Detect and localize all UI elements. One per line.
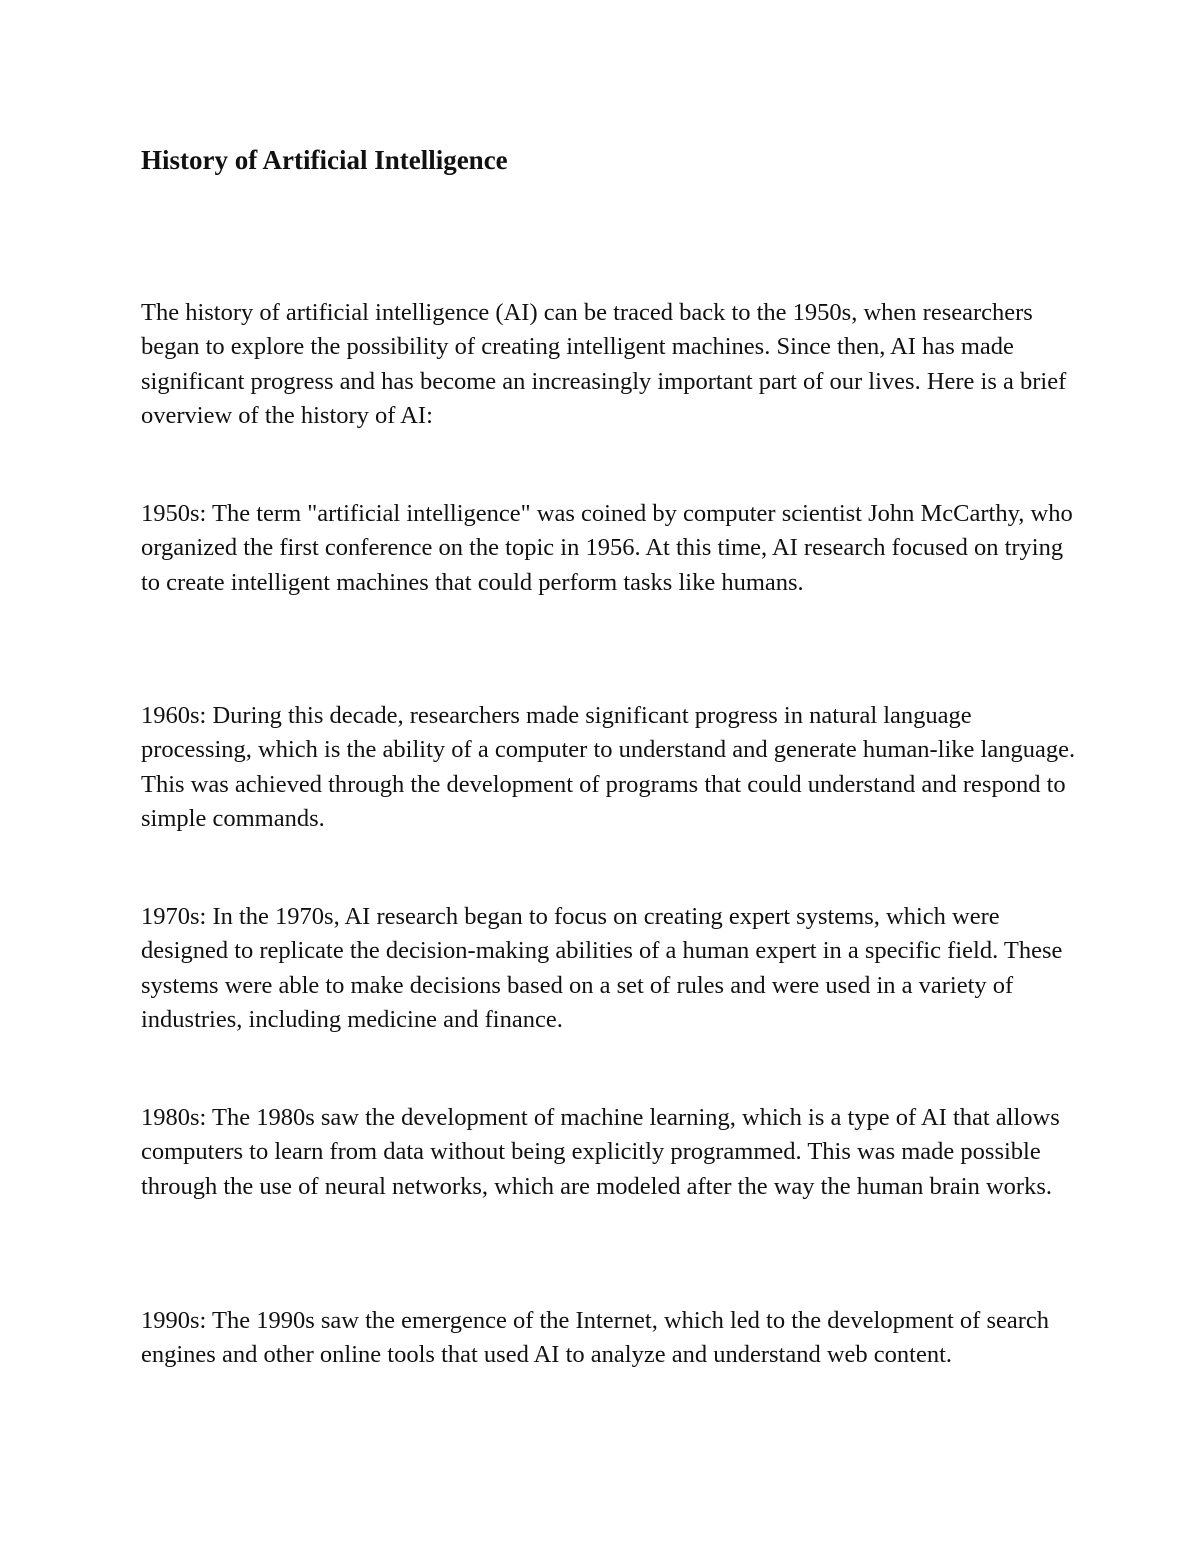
paragraph-1980s: 1980s: The 1980s saw the development of machine learning, which is a type of AI that allows computers to learn from data without being explicitly programmed. This was made possible through the use of neural networks, which are modeled after the way the human brain works. [141,1104,1060,1200]
paragraph-1970s: 1970s: In the 1970s, AI research began to focus on creating expert systems, which were designed to replicate the decision-making abilities of a human expert in a specific field. These systems were able to make decisions based on a set of rules and were used in a variety of industries, including medicine and finance. [141,903,1063,1033]
paragraph-1950s: 1950s: The term "artificial intelligence" was coined by computer scientist John McCarthy, who organized the first conference on the topic in 1956. At this time, AI research focused on trying to create intelligent machines that could perform tasks like humans. [141,500,1073,596]
paragraph-1960s: 1960s: During this decade, researchers made significant progress in natural language processing, which is the ability of a computer to understand and generate human-like language. This was achieved through the development of programs that could understand and respond to simple commands. [141,702,1076,832]
document-title: History of Artificial Intelligence [141,145,508,175]
paragraph-1990s: 1990s: The 1990s saw the emergence of the Internet, which led to the development of search engines and other online tools that used AI to analyze and understand web content. [141,1307,1050,1369]
intro-paragraph: The history of artificial intelligence (AI) can be traced back to the 1950s, when researchers began to explore the possibility of creating intelligent machines. Since then, AI has made significant progress and has become an increasingly important part of our lives. Here is a brief overview of the history of AI: [141,299,1067,429]
